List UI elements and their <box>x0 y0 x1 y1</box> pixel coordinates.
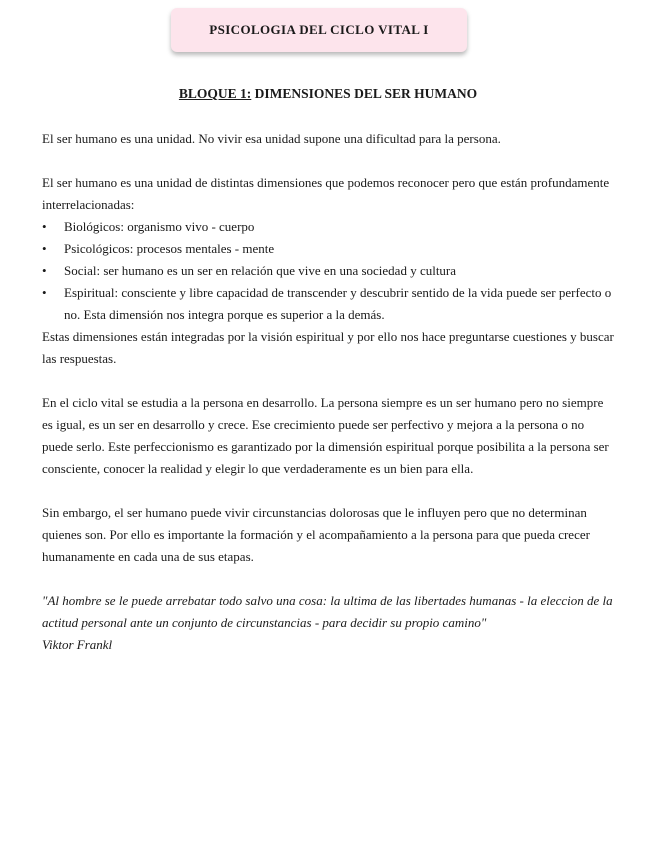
list-item-text: Espiritual: consciente y libre capacidad de transcender y descubrir sentido de la vida puede ser perfecto o no. Esta dimensión nos integra porque es superior a la demás. <box>64 285 612 322</box>
paragraph-3: Estas dimensiones están integradas por la visión espiritual y por ello nos hace preguntarse cuestiones y buscar las respuestas. <box>42 329 614 366</box>
paragraph-1: El ser humano es una unidad. No vivir esa unidad supone una dificultad para la persona. <box>42 131 501 146</box>
quote-text: "Al hombre se le puede arrebatar todo salvo una cosa: la ultima de las libertades humanas - la eleccion de la actitud personal ante un conjunto de circunstancias - para decidir su propio camino" <box>42 593 613 630</box>
paragraph-spacer <box>42 150 616 172</box>
title-box <box>171 8 467 52</box>
dimensions-list <box>42 216 616 326</box>
section-heading-text: DIMENSIONES DEL SER HUMANO <box>251 86 478 101</box>
list-item <box>42 260 616 282</box>
section-heading <box>0 86 656 102</box>
list-item <box>42 238 616 260</box>
paragraph-spacer <box>42 370 616 392</box>
paragraph-4: En el ciclo vital se estudia a la persona en desarrollo. La persona siempre es un ser humano pero no siempre es igual, es un ser en desarrollo y crece. Ese crecimiento puede ser perfectivo y mejora a la persona o no puede serlo. Este perfeccionismo es garantizado por la dimensión espiritual porque posibilita a la persona ser consciente, conocer la realidad y elegir lo que verdaderamente es un bien para ella. <box>42 395 609 476</box>
document-title: PSICOLOGIA DEL CICLO VITAL I <box>209 22 429 37</box>
section-heading-label: BLOQUE 1: <box>178 86 252 101</box>
list-item <box>42 216 616 238</box>
list-item <box>42 282 616 326</box>
paragraph-spacer <box>42 480 616 502</box>
list-item-text: Psicológicos: procesos mentales - mente <box>64 241 275 256</box>
paragraph-spacer <box>42 568 616 590</box>
list-item-text: Social: ser humano es un ser en relación que vive en una sociedad y cultura <box>64 263 457 278</box>
bullet-icon: • <box>42 285 47 300</box>
bullet-icon: • <box>42 241 47 256</box>
bullet-icon: • <box>42 263 47 278</box>
bullet-icon: • <box>42 219 47 234</box>
paragraph-5: Sin embargo, el ser humano puede vivir circunstancias dolorosas que le influyen pero que no determinan quienes son. Por ello es importante la formación y el acompañamiento a la persona para que pueda crecer humanamente en cada una de sus etapas. <box>42 505 590 564</box>
paragraph-2: El ser humano es una unidad de distintas dimensiones que podemos reconocer pero que están profundamente interrelacionadas: <box>42 175 610 212</box>
quote-author: Viktor Frankl <box>42 637 113 652</box>
document-body <box>42 128 616 656</box>
list-item-text: Biológicos: organismo vivo - cuerpo <box>64 219 255 234</box>
